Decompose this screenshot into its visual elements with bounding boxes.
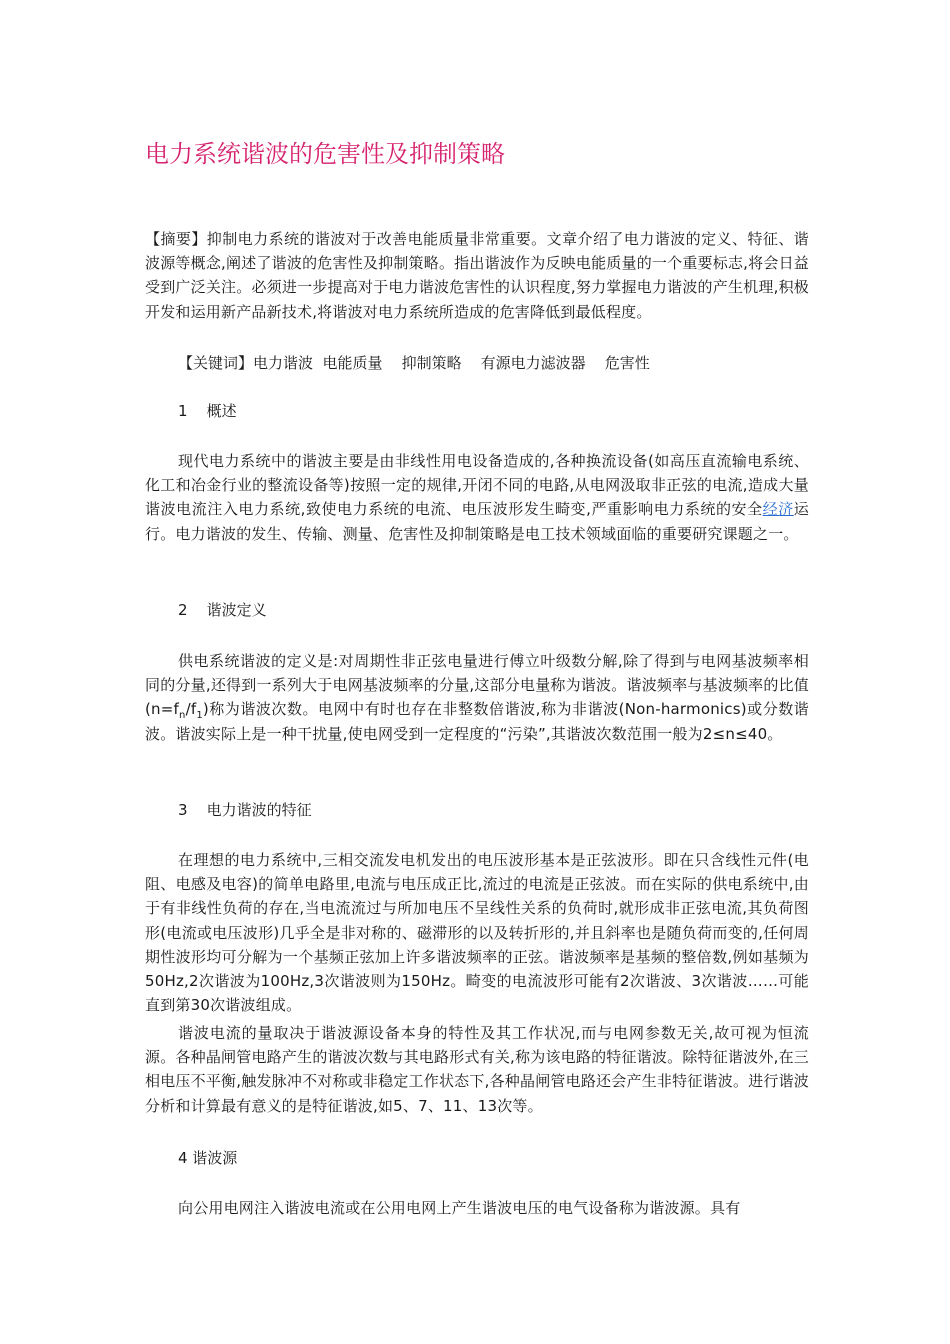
section-1-text-a: 现代电力系统中的谐波主要是由非线性用电设备造成的,各种换流设备(如高压直流输电系统、化工和冶金行业的整流设备等)按照一定的规律,开闭不同的电路,从电网汲取非正弦的电流,造成大量谐波电流注入电力系统,致使电力系统的电流、电压波形发生畸变,严重影响电力系统的安全: [145, 452, 809, 519]
section-1-paragraph: [145, 449, 809, 546]
section-4-paragraph: 向公用电网注入谐波电流或在公用电网上产生谐波电压的电气设备称为谐波源。具有: [178, 1199, 741, 1217]
subscript-n: n: [179, 710, 186, 722]
section-4-heading: 4 谐波源: [178, 1149, 238, 1167]
abstract-paragraph: 【摘要】抑制电力系统的谐波对于改善电能质量非常重要。文章介绍了电力谐波的定义、特征、谐波源等概念,阐述了谐波的危害性及抑制策略。指出谐波作为反映电能质量的一个重要标志,将会日益受到广泛关注。必须进一步提高对于电力谐波危害性的认识程度,努力掌握电力谐波的产生机理,积极开发和运用新产品新技术,将谐波对电力系统所造成的危害降低到最低程度。: [145, 230, 809, 321]
section-3-paragraph-2: 谐波电流的量取决于谐波源设备本身的特性及其工作状况,而与电网参数无关,故可视为恒流源。各种晶闸管电路产生的谐波次数与其电路形式有关,称为该电路的特征谐波。除特征谐波外,在三相电压不平衡,触发脉冲不对称或非稳定工作状态下,各种晶闸管电路还会产生非特征谐波。进行谐波分析和计算最有意义的是特征谐波,如5、7、11、13次等。: [145, 1024, 809, 1115]
subscript-1: 1: [196, 710, 203, 722]
keywords-line: 【关键词】电力谐波 电能质量 抑制策略 有源电力滤波器 危害性: [178, 354, 650, 372]
section-3-paragraph-1: 在理想的电力系统中,三相交流发电机发出的电压波形基本是正弦波形。即在只含线性元件(电阻、电感及电容)的简单电路里,电流与电压成正比,流过的电流是正弦波。而在实际的供电系统中,由于有非线性负荷的存在,当电流流过与所加电压不呈线性关系的负荷时,就形成非正弦电流,其负荷图形(电流或电压波形)几乎全是非对称的、磁滞形的以及转折形的,并且斜率也是随负荷而变的,任何周期性波形均可分解为一个基频正弦加上许多谐波频率的正弦。谐波频率是基频的整倍数,例如基频为50Hz,2次谐波为100Hz,3次谐波则为150Hz。畸变的电流波形可能有2次谐波、3次谐波……可能直到第30次谐波组成。: [145, 851, 809, 1015]
section-1-heading: 1 概述: [178, 402, 237, 420]
section-2-text-b: /f: [185, 700, 197, 719]
economy-link[interactable]: 经济: [762, 500, 794, 519]
document-title: 电力系统谐波的危害性及抑制策略: [145, 140, 505, 168]
section-3-heading: 3 电力谐波的特征: [178, 801, 312, 819]
section-2-heading: 2 谐波定义: [178, 601, 267, 619]
section-2-paragraph: [145, 649, 809, 746]
section-2-text-a: 供电系统谐波的定义是:对周期性非正弦电量进行傅立叶级数分解,除了得到与电网基波频率相同的分量,还得到一系列大于电网基波频率的分量,这部分电量称为谐波。谐波频率与基波频率的比值(n=f: [145, 652, 809, 719]
section-1-text-b: 运行。电力谐波的发生、传输、测量、危害性及抑制策略是电工技术领域面临的重要研究课题之一。: [145, 500, 809, 543]
section-2-text-c: )称为谐波次数。电网中有时也存在非整数倍谐波,称为非谐波(Non-harmonics)或分数谐波。谐波实际上是一种干扰量,使电网受到一定程度的“污染”,其谐波次数范围一般为2≤n≤40。: [145, 700, 809, 743]
